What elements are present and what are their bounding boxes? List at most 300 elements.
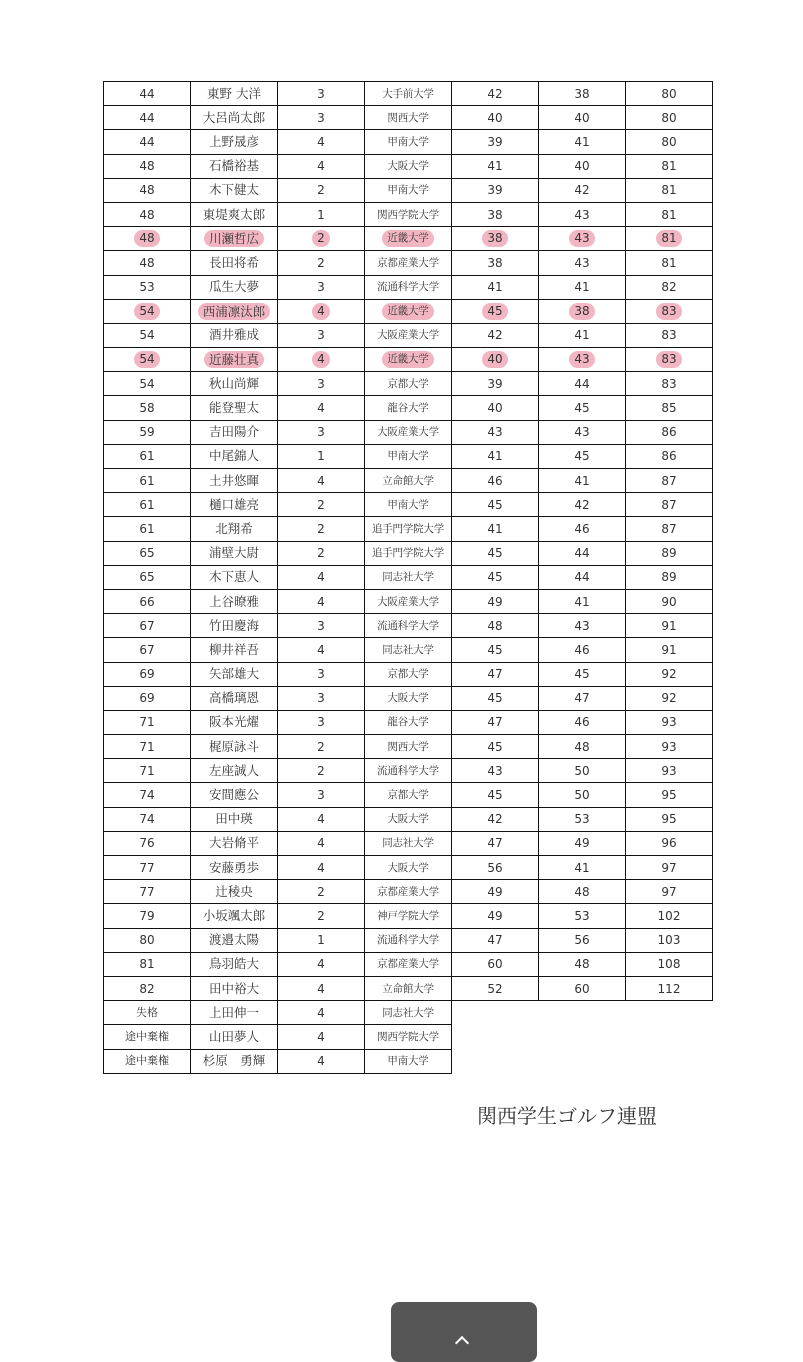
out-score-cell (452, 348, 539, 372)
scroll-to-top-button[interactable] (391, 1302, 537, 1362)
university-cell: 甲南大学 (365, 130, 452, 154)
university-cell: 同志社大学 (365, 565, 452, 589)
in-score-cell: 48 (539, 952, 626, 976)
total-score-cell: 95 (626, 783, 713, 807)
in-score-cell: 45 (539, 662, 626, 686)
highlight-marker: 83 (656, 303, 681, 320)
total-score-cell: 80 (626, 130, 713, 154)
total-score-cell: 80 (626, 106, 713, 130)
in-score-cell: 45 (539, 444, 626, 468)
table-row-highlighted (104, 348, 713, 372)
total-score-cell: 97 (626, 880, 713, 904)
player-name-cell: 柳井祥吾 (191, 638, 278, 662)
player-name-cell: 能登聖太 (191, 396, 278, 420)
highlight-marker: 近畿大学 (382, 303, 433, 320)
grade-cell: 3 (278, 420, 365, 444)
in-score-cell: 41 (539, 275, 626, 299)
in-score-cell: 46 (539, 638, 626, 662)
results-table-body (104, 82, 713, 1074)
rank-cell (104, 348, 191, 372)
grade-cell: 2 (278, 541, 365, 565)
rank-cell: 76 (104, 831, 191, 855)
in-score-cell: 41 (539, 856, 626, 880)
player-name-cell: 木下恵人 (191, 565, 278, 589)
rank-cell: 53 (104, 275, 191, 299)
in-score-cell: 38 (539, 82, 626, 106)
in-score-cell: 53 (539, 807, 626, 831)
in-score-cell: 41 (539, 589, 626, 613)
total-score-cell: 92 (626, 662, 713, 686)
out-score-cell: 47 (452, 831, 539, 855)
university-cell: 同志社大学 (365, 831, 452, 855)
out-score-cell: 40 (452, 106, 539, 130)
player-name-cell: 上谷暸雅 (191, 589, 278, 613)
rank-cell: 54 (104, 323, 191, 347)
player-name-cell: 土井悠暉 (191, 469, 278, 493)
table-row (104, 469, 713, 493)
grade-cell: 4 (278, 130, 365, 154)
university-cell: 流通科学大学 (365, 928, 452, 952)
total-score-cell: 89 (626, 541, 713, 565)
out-score-cell: 45 (452, 686, 539, 710)
table-row (104, 880, 713, 904)
highlight-marker: 48 (134, 230, 159, 247)
rank-cell: 48 (104, 202, 191, 226)
table-row-status (104, 1049, 713, 1073)
rank-cell: 77 (104, 856, 191, 880)
out-score-cell: 45 (452, 541, 539, 565)
total-score-cell: 89 (626, 565, 713, 589)
university-cell: 甲南大学 (365, 1049, 452, 1073)
university-cell (365, 227, 452, 251)
grade-cell: 3 (278, 323, 365, 347)
grade-cell: 2 (278, 251, 365, 275)
total-score-cell: 93 (626, 710, 713, 734)
out-score-cell: 49 (452, 589, 539, 613)
table-row (104, 759, 713, 783)
total-score-cell: 81 (626, 178, 713, 202)
university-cell: 大阪大学 (365, 807, 452, 831)
highlight-marker: 川瀬哲広 (204, 230, 264, 247)
out-score-cell: 41 (452, 154, 539, 178)
university-cell: 関西大学 (365, 735, 452, 759)
in-score-cell: 43 (539, 251, 626, 275)
university-cell: 大阪産業大学 (365, 589, 452, 613)
table-row (104, 831, 713, 855)
total-score-cell: 83 (626, 323, 713, 347)
grade-cell: 2 (278, 735, 365, 759)
player-name-cell: 上野晟彦 (191, 130, 278, 154)
table-row (104, 106, 713, 130)
total-score-cell: 86 (626, 444, 713, 468)
table-row (104, 856, 713, 880)
in-score-cell (539, 227, 626, 251)
university-cell: 大手前大学 (365, 82, 452, 106)
university-cell: 京都産業大学 (365, 251, 452, 275)
player-name-cell: 田中裕大 (191, 976, 278, 1000)
in-score-cell: 60 (539, 976, 626, 1000)
rank-cell: 44 (104, 106, 191, 130)
table-row (104, 783, 713, 807)
university-cell: 龍谷大学 (365, 396, 452, 420)
table-row (104, 251, 713, 275)
rank-cell: 80 (104, 928, 191, 952)
rank-cell: 58 (104, 396, 191, 420)
player-name-cell (191, 348, 278, 372)
highlight-marker: 西浦凛汰郎 (198, 303, 271, 320)
highlight-marker: 54 (134, 303, 159, 320)
total-score-cell: 108 (626, 952, 713, 976)
rank-cell: 59 (104, 420, 191, 444)
grade-cell: 4 (278, 1001, 365, 1025)
rank-cell: 74 (104, 807, 191, 831)
player-name-cell: 酒井雅成 (191, 323, 278, 347)
highlight-marker: 近畿大学 (382, 230, 433, 247)
in-score-cell: 41 (539, 130, 626, 154)
table-row (104, 541, 713, 565)
empty-cell (539, 1025, 626, 1049)
player-name-cell: 上田伸一 (191, 1001, 278, 1025)
in-score-cell: 50 (539, 783, 626, 807)
rank-cell: 61 (104, 444, 191, 468)
out-score-cell: 41 (452, 275, 539, 299)
player-name-cell: 山田夢人 (191, 1025, 278, 1049)
results-table (103, 81, 713, 1074)
out-score-cell: 46 (452, 469, 539, 493)
out-score-cell: 43 (452, 420, 539, 444)
player-name-cell: 長田将希 (191, 251, 278, 275)
player-name-cell (191, 227, 278, 251)
table-row (104, 323, 713, 347)
grade-cell: 3 (278, 686, 365, 710)
total-score-cell: 86 (626, 420, 713, 444)
table-row (104, 372, 713, 396)
out-score-cell (452, 227, 539, 251)
out-score-cell: 39 (452, 178, 539, 202)
university-cell: 大阪産業大学 (365, 323, 452, 347)
grade-cell: 2 (278, 178, 365, 202)
rank-cell: 69 (104, 686, 191, 710)
in-score-cell: 43 (539, 202, 626, 226)
university-cell: 京都産業大学 (365, 880, 452, 904)
total-score-cell: 93 (626, 735, 713, 759)
grade-cell (278, 299, 365, 323)
table-row (104, 807, 713, 831)
table-row (104, 735, 713, 759)
player-name-cell: 中尾錦人 (191, 444, 278, 468)
total-score-cell: 87 (626, 493, 713, 517)
table-row (104, 976, 713, 1000)
grade-cell: 4 (278, 154, 365, 178)
in-score-cell: 45 (539, 396, 626, 420)
out-score-cell: 56 (452, 856, 539, 880)
university-cell: 京都産業大学 (365, 952, 452, 976)
table-row (104, 517, 713, 541)
highlight-marker: 38 (569, 303, 594, 320)
table-row (104, 275, 713, 299)
out-score-cell: 47 (452, 710, 539, 734)
player-name-cell: 竹田慶海 (191, 614, 278, 638)
player-name-cell: 東野 大洋 (191, 82, 278, 106)
out-score-cell: 52 (452, 976, 539, 1000)
out-score-cell: 42 (452, 807, 539, 831)
rank-cell: 71 (104, 759, 191, 783)
table-row (104, 662, 713, 686)
total-score-cell: 96 (626, 831, 713, 855)
highlight-marker: 43 (569, 230, 594, 247)
university-cell: 同志社大学 (365, 638, 452, 662)
out-score-cell: 43 (452, 759, 539, 783)
highlight-marker: 4 (312, 351, 330, 368)
empty-cell (626, 1049, 713, 1073)
in-score-cell: 53 (539, 904, 626, 928)
highlight-marker: 40 (482, 351, 507, 368)
out-score-cell: 38 (452, 251, 539, 275)
out-score-cell: 47 (452, 662, 539, 686)
in-score-cell: 41 (539, 323, 626, 347)
in-score-cell: 47 (539, 686, 626, 710)
rank-cell: 82 (104, 976, 191, 1000)
rank-cell: 61 (104, 517, 191, 541)
table-row (104, 202, 713, 226)
total-score-cell: 92 (626, 686, 713, 710)
player-name-cell: 大岩脩平 (191, 831, 278, 855)
rank-cell: 61 (104, 493, 191, 517)
in-score-cell: 56 (539, 928, 626, 952)
rank-cell: 71 (104, 735, 191, 759)
university-cell: 関西学院大学 (365, 1025, 452, 1049)
in-score-cell: 44 (539, 541, 626, 565)
table-row-status (104, 1025, 713, 1049)
table-row (104, 82, 713, 106)
in-score-cell: 50 (539, 759, 626, 783)
highlight-marker: 4 (312, 303, 330, 320)
out-score-cell: 39 (452, 372, 539, 396)
player-name-cell: 阪本光燿 (191, 710, 278, 734)
university-cell: 流通科学大学 (365, 275, 452, 299)
total-score-cell: 112 (626, 976, 713, 1000)
total-score-cell: 82 (626, 275, 713, 299)
rank-cell: 77 (104, 880, 191, 904)
total-score-cell: 93 (626, 759, 713, 783)
rank-cell: 65 (104, 541, 191, 565)
highlight-marker: 43 (569, 351, 594, 368)
grade-cell: 3 (278, 783, 365, 807)
grade-cell: 2 (278, 517, 365, 541)
grade-cell: 4 (278, 1025, 365, 1049)
grade-cell: 4 (278, 565, 365, 589)
total-score-cell: 87 (626, 517, 713, 541)
empty-cell (539, 1049, 626, 1073)
player-name-cell: 矢部雄大 (191, 662, 278, 686)
university-cell: 大阪産業大学 (365, 420, 452, 444)
in-score-cell: 44 (539, 372, 626, 396)
university-cell: 流通科学大学 (365, 614, 452, 638)
table-row (104, 614, 713, 638)
rank-cell (104, 227, 191, 251)
rank-cell: 44 (104, 82, 191, 106)
university-cell: 神戸学院大学 (365, 904, 452, 928)
rank-cell: 61 (104, 469, 191, 493)
grade-cell: 4 (278, 856, 365, 880)
highlight-marker: 近藤壮真 (204, 351, 264, 368)
total-score-cell: 80 (626, 82, 713, 106)
grade-cell: 2 (278, 904, 365, 928)
total-score-cell: 91 (626, 614, 713, 638)
grade-cell: 2 (278, 759, 365, 783)
out-score-cell: 49 (452, 880, 539, 904)
out-score-cell: 38 (452, 202, 539, 226)
total-score-cell (626, 299, 713, 323)
in-score-cell: 48 (539, 735, 626, 759)
player-name-cell: 左座誠人 (191, 759, 278, 783)
rank-cell: 69 (104, 662, 191, 686)
total-score-cell: 95 (626, 807, 713, 831)
university-cell: 追手門学院大学 (365, 541, 452, 565)
university-cell: 大阪大学 (365, 856, 452, 880)
university-cell: 追手門学院大学 (365, 517, 452, 541)
out-score-cell: 45 (452, 638, 539, 662)
grade-cell: 3 (278, 710, 365, 734)
player-name-cell: 東堤爽太郎 (191, 202, 278, 226)
empty-cell (626, 1025, 713, 1049)
empty-cell (452, 1049, 539, 1073)
table-row (104, 154, 713, 178)
player-name-cell: 杉原 勇輝 (191, 1049, 278, 1073)
rank-cell: 48 (104, 251, 191, 275)
grade-cell (278, 348, 365, 372)
grade-cell (278, 227, 365, 251)
in-score-cell: 46 (539, 517, 626, 541)
rank-cell: 74 (104, 783, 191, 807)
grade-cell: 4 (278, 1049, 365, 1073)
out-score-cell: 41 (452, 517, 539, 541)
grade-cell: 3 (278, 275, 365, 299)
highlight-marker: 45 (482, 303, 507, 320)
organization-name: 関西学生ゴルフ連盟 (477, 1104, 657, 1128)
table-row (104, 444, 713, 468)
player-name-cell: 高橋璃恩 (191, 686, 278, 710)
grade-cell: 3 (278, 662, 365, 686)
status-cell: 途中棄権 (104, 1049, 191, 1073)
status-cell: 途中棄権 (104, 1025, 191, 1049)
table-row-highlighted (104, 227, 713, 251)
table-row (104, 565, 713, 589)
rank-cell: 54 (104, 372, 191, 396)
grade-cell: 4 (278, 469, 365, 493)
rank-cell: 81 (104, 952, 191, 976)
university-cell: 龍谷大学 (365, 710, 452, 734)
university-cell: 流通科学大学 (365, 759, 452, 783)
in-score-cell: 41 (539, 469, 626, 493)
university-cell: 甲南大学 (365, 444, 452, 468)
table-row (104, 638, 713, 662)
grade-cell: 2 (278, 493, 365, 517)
player-name-cell: 樋口雄亮 (191, 493, 278, 517)
in-score-cell: 40 (539, 106, 626, 130)
university-cell: 京都大学 (365, 372, 452, 396)
out-score-cell: 39 (452, 130, 539, 154)
out-score-cell: 45 (452, 783, 539, 807)
university-cell: 甲南大学 (365, 493, 452, 517)
rank-cell: 71 (104, 710, 191, 734)
total-score-cell: 87 (626, 469, 713, 493)
university-cell: 大阪大学 (365, 686, 452, 710)
player-name-cell: 木下健太 (191, 178, 278, 202)
out-score-cell: 42 (452, 323, 539, 347)
player-name-cell: 北翔希 (191, 517, 278, 541)
total-score-cell: 102 (626, 904, 713, 928)
grade-cell: 4 (278, 831, 365, 855)
highlight-marker: 54 (134, 351, 159, 368)
university-cell: 関西大学 (365, 106, 452, 130)
table-row (104, 420, 713, 444)
table-row-status (104, 1001, 713, 1025)
highlight-marker: 2 (312, 230, 330, 247)
rank-cell: 48 (104, 178, 191, 202)
in-score-cell: 42 (539, 178, 626, 202)
table-row (104, 710, 713, 734)
in-score-cell: 46 (539, 710, 626, 734)
university-cell: 京都大学 (365, 662, 452, 686)
player-name-cell: 梶原詠斗 (191, 735, 278, 759)
out-score-cell: 47 (452, 928, 539, 952)
player-name-cell: 安間應公 (191, 783, 278, 807)
table-row (104, 952, 713, 976)
player-name-cell: 大呂尚太郎 (191, 106, 278, 130)
total-score-cell: 91 (626, 638, 713, 662)
rank-cell: 65 (104, 565, 191, 589)
player-name-cell: 辻稜央 (191, 880, 278, 904)
grade-cell: 4 (278, 976, 365, 1000)
grade-cell: 1 (278, 202, 365, 226)
out-score-cell: 45 (452, 565, 539, 589)
out-score-cell: 45 (452, 493, 539, 517)
in-score-cell: 43 (539, 614, 626, 638)
in-score-cell: 43 (539, 420, 626, 444)
rank-cell (104, 299, 191, 323)
total-score-cell: 90 (626, 589, 713, 613)
rank-cell: 79 (104, 904, 191, 928)
total-score-cell: 85 (626, 396, 713, 420)
grade-cell: 3 (278, 106, 365, 130)
player-name-cell: 吉田陽介 (191, 420, 278, 444)
grade-cell: 4 (278, 952, 365, 976)
highlight-marker: 83 (656, 351, 681, 368)
table-row (104, 686, 713, 710)
university-cell: 京都大学 (365, 783, 452, 807)
grade-cell: 4 (278, 589, 365, 613)
empty-cell (452, 1001, 539, 1025)
empty-cell (452, 1025, 539, 1049)
grade-cell: 1 (278, 444, 365, 468)
table-row-highlighted (104, 299, 713, 323)
total-score-cell: 81 (626, 154, 713, 178)
university-cell: 立命館大学 (365, 976, 452, 1000)
player-name-cell: 石橋裕基 (191, 154, 278, 178)
grade-cell: 1 (278, 928, 365, 952)
total-score-cell: 81 (626, 251, 713, 275)
table-row (104, 396, 713, 420)
grade-cell: 3 (278, 614, 365, 638)
table-row (104, 904, 713, 928)
grade-cell: 4 (278, 807, 365, 831)
out-score-cell: 60 (452, 952, 539, 976)
player-name-cell: 瓜生大夢 (191, 275, 278, 299)
table-row (104, 589, 713, 613)
out-score-cell (452, 299, 539, 323)
grade-cell: 2 (278, 880, 365, 904)
